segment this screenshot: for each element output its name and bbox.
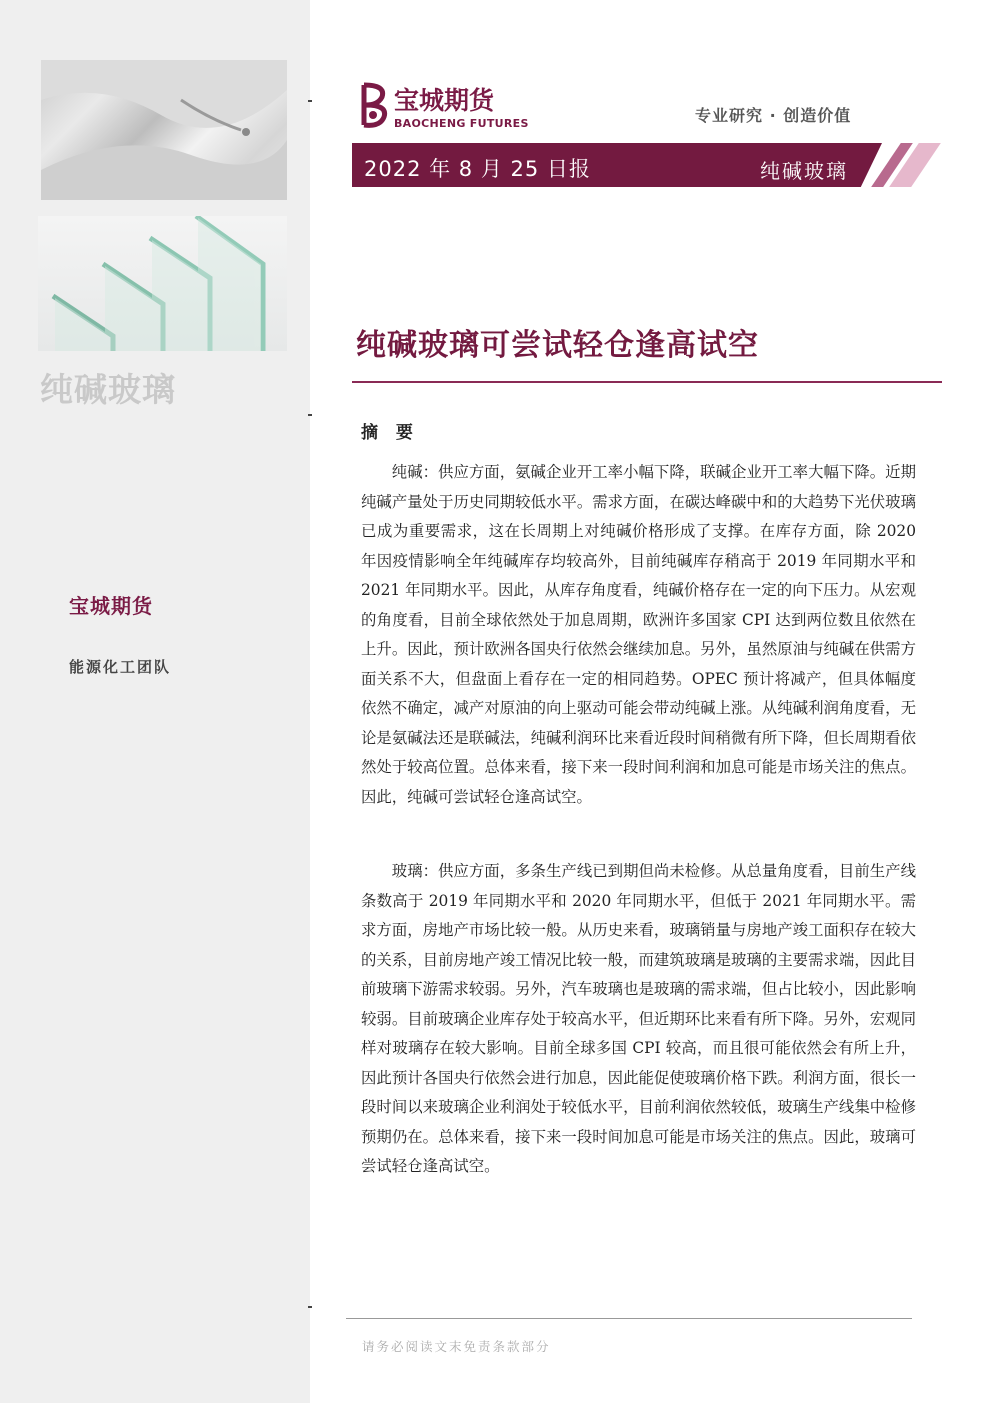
sidebar-title: 纯碱玻璃 <box>40 370 176 409</box>
margin-marker <box>308 414 312 416</box>
logo-subtext: BAOCHENG FUTURES <box>394 117 529 130</box>
sidebar-brand: 宝城期货 <box>69 594 153 618</box>
cover-photo-fabric <box>41 60 287 200</box>
sidebar-team: 能源化工团队 <box>69 658 172 676</box>
footer-divider <box>346 1318 912 1319</box>
logo-mark-icon <box>356 81 390 129</box>
report-date: 2022 年 8 月 25 日报 <box>364 157 591 181</box>
report-category: 纯碱玻璃 <box>760 159 848 183</box>
sidebar <box>0 0 310 1403</box>
margin-marker <box>308 1306 312 1308</box>
disclaimer-note: 请务必阅读文末免责条款部分 <box>362 1339 551 1354</box>
fabric-illustration <box>41 60 287 200</box>
report-title: 纯碱玻璃可尝试轻仓逢高试空 <box>356 328 759 363</box>
abstract-paragraph-soda-ash: 纯碱：供应方面，氨碱企业开工率小幅下降，联碱企业开工率大幅下降。近期纯碱产量处于历史同期较低水平。需求方面，在碳达峰碳中和的大趋势下光伏玻璃已成为重要需求，这在长周期上对纯碱价格形成了支撑。在库存方面，除 2020 年因疫情影响全年纯碱库存均较高外，目前纯碱库存稍高于 2019 年同期水平和 2021 年同期水平。因此，从库存角度看，纯碱价格存在一定的向下压力。从宏观的角度看，目前全球依然处于加息周期，欧洲许多国家 CPI 达到两位数且依然在上升。因此，预计欧洲各国央行依然会继续加息。另外，虽然原油与纯碱在供需方面关系不大，但盘面上看存在一定的相同趋势。OPEC 预计将减产，但具体幅度依然不确定，减产对原油的向上驱动可能会带动纯碱上涨。从纯碱利润角度看，无论是氨碱法还是联碱法，纯碱利润环比来看近段时间稍微有所下降，但长周期看依然处于较高位置。总体来看，接下来一段时间利润和加息可能是市场关注的焦点。因此，纯碱可尝试轻仓逢高试空。 <box>361 463 916 806</box>
title-divider <box>352 381 942 383</box>
logo-text: 宝城期货 <box>394 86 495 115</box>
margin-marker <box>308 100 312 102</box>
cover-photo-glass-panes <box>38 216 287 351</box>
company-logo <box>356 81 529 133</box>
slogan: 专业研究 · 创造价值 <box>695 106 852 125</box>
abstract-heading: 摘 要 <box>361 423 419 443</box>
abstract-paragraph-glass: 玻璃：供应方面，多条生产线已到期但尚未检修。从总量角度看，目前生产线条数高于 2019 年同期水平和 2020 年同期水平，但低于 2021 年同期水平。需求方面，房地产市场比较一般。从历史来看，玻璃销量与房地产竣工面积存在较大的关系，目前房地产竣工情况比较一般，而建筑玻璃是玻璃的主要需求端，因此目前玻璃下游需求较弱。另外，汽车玻璃也是玻璃的需求端，但占比较小，因此影响较弱。目前玻璃企业库存处于较高水平，但近期环比来看有所下降。另外，宏观同样对玻璃存在较大影响。目前全球多国 CPI 较高，而且很可能依然会有所上升，因此预计各国央行依然会进行加息，因此能促使玻璃价格下跌。利润方面，很长一段时间以来玻璃企业利润处于较低水平，目前利润依然较低，玻璃生产线集中检修预期仍在。总体来看，接下来一段时间加息可能是市场关注的焦点。因此，玻璃可尝试轻仓逢高试空。 <box>361 862 916 1175</box>
glass-panes-illustration <box>38 216 287 351</box>
